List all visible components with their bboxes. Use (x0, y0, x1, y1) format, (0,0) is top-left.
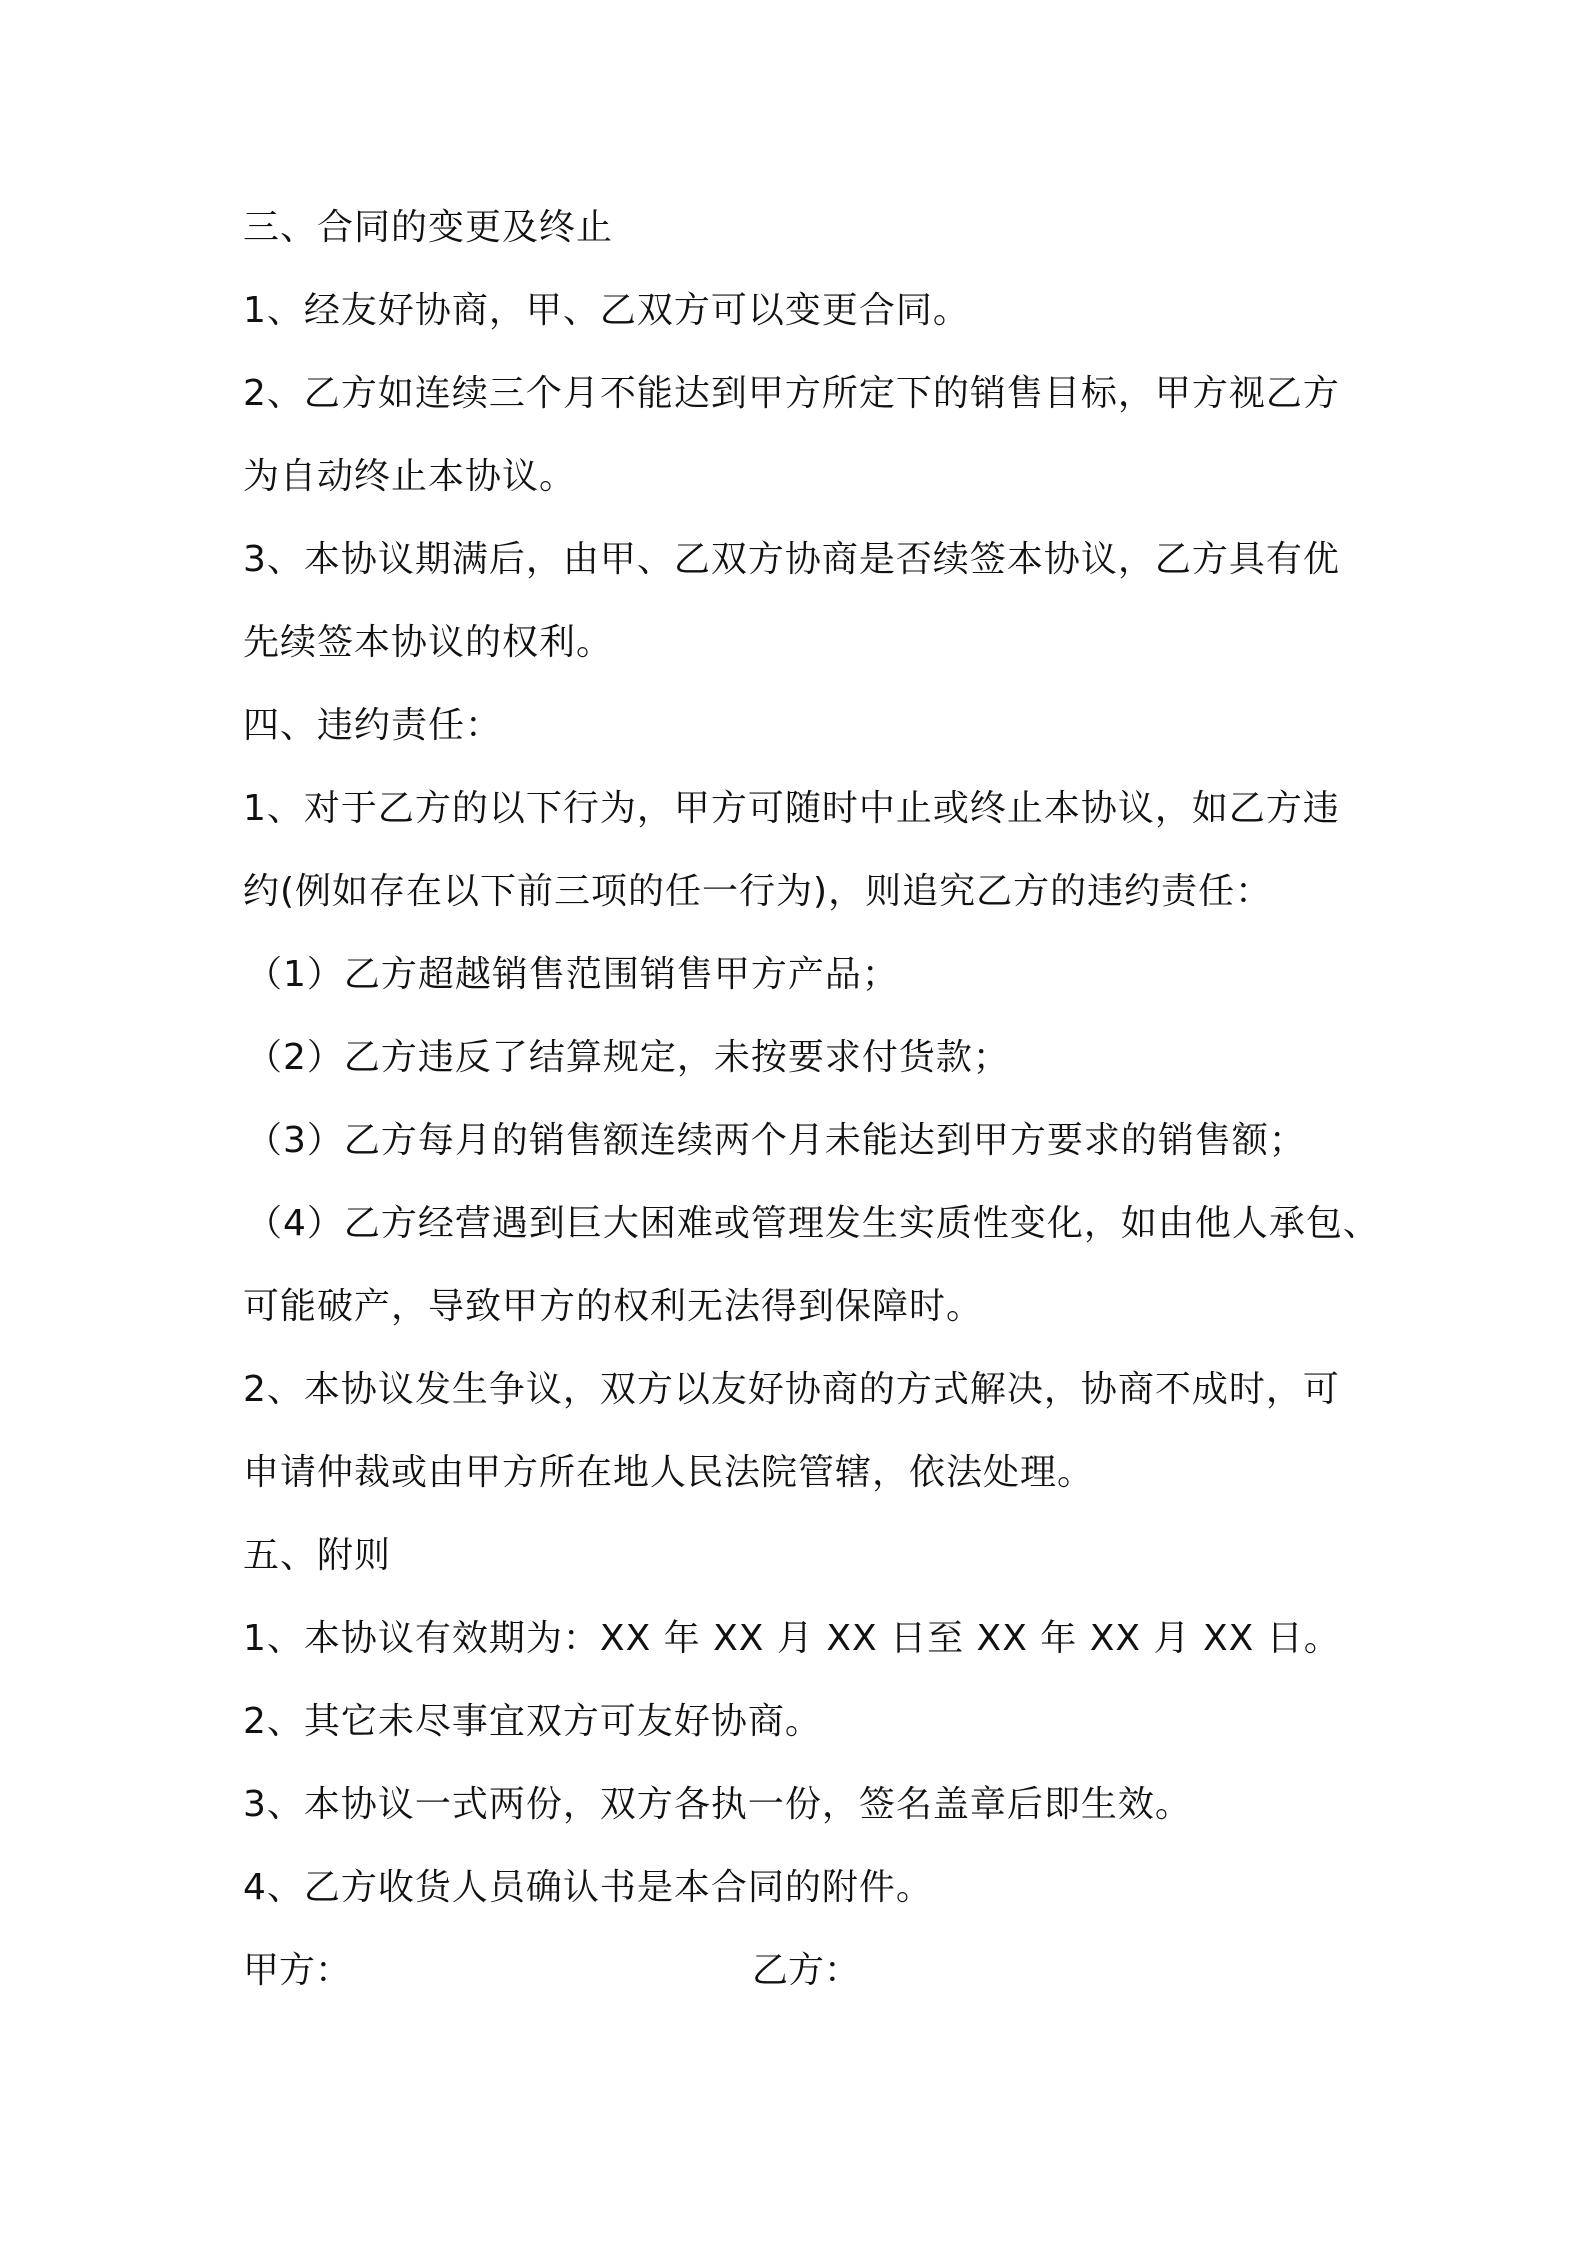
section-5-item-3: 3、本协议一式两份，双方各执一份，签名盖章后即生效。 (243, 1784, 1192, 1825)
section-4-item-2-line-2: 申请仲裁或由甲方所在地人民法院管辖，依法处理。 (243, 1452, 1095, 1493)
section-4-sub-3: （3）乙方每月的销售额连续两个月未能达到甲方要求的销售额； (246, 1120, 1306, 1161)
section-5-item-4: 4、乙方收货人员确认书是本合同的附件。 (243, 1867, 933, 1908)
section-4-sub-1: （1）乙方超越销售范围销售甲方产品； (246, 954, 899, 995)
section-4-sub-2: （2）乙方违反了结算规定，未按要求付货款； (246, 1037, 1010, 1078)
party-a-signature-label: 甲方： (243, 1950, 352, 1991)
party-b-signature-label: 乙方： (752, 1950, 861, 1991)
section-4-item-1-line-2: 约(例如存在以下前三项的任一行为)，则追究乙方的违约责任： (243, 871, 1273, 912)
section-4-item-1-line-1: 1、对于乙方的以下行为，甲方可随时中止或终止本协议，如乙方违 (243, 788, 1340, 829)
section-5-item-2: 2、其它未尽事宜双方可友好协商。 (243, 1701, 822, 1742)
section-3-item-1: 1、经友好协商，甲、乙双方可以变更合同。 (243, 290, 970, 331)
section-3-item-3-line-2: 先续签本协议的权利。 (243, 622, 614, 663)
section-4-heading: 四、违约责任： (243, 705, 503, 746)
section-5-item-1: 1、本协议有效期为：XX 年 XX 月 XX 日至 XX 年 XX 月 XX 日。 (243, 1618, 1341, 1659)
section-3-heading: 三、合同的变更及终止 (243, 207, 614, 248)
section-3-item-2-line-1: 2、乙方如连续三个月不能达到甲方所定下的销售目标，甲方视乙方 (243, 373, 1340, 414)
section-4-sub-4-line-2: 可能破产，导致甲方的权利无法得到保障时。 (243, 1286, 984, 1327)
section-4-item-2-line-1: 2、本协议发生争议，双方以友好协商的方式解决，协商不成时，可 (243, 1369, 1340, 1410)
section-3-item-2-line-2: 为自动终止本协议。 (243, 456, 577, 497)
section-5-heading: 五、附则 (243, 1535, 392, 1576)
section-4-sub-4-line-1: （4）乙方经营遇到巨大困难或管理发生实质性变化，如由他人承包、 (246, 1203, 1380, 1244)
section-3-item-3-line-1: 3、本协议期满后，由甲、乙双方协商是否续签本协议，乙方具有优 (243, 539, 1340, 580)
